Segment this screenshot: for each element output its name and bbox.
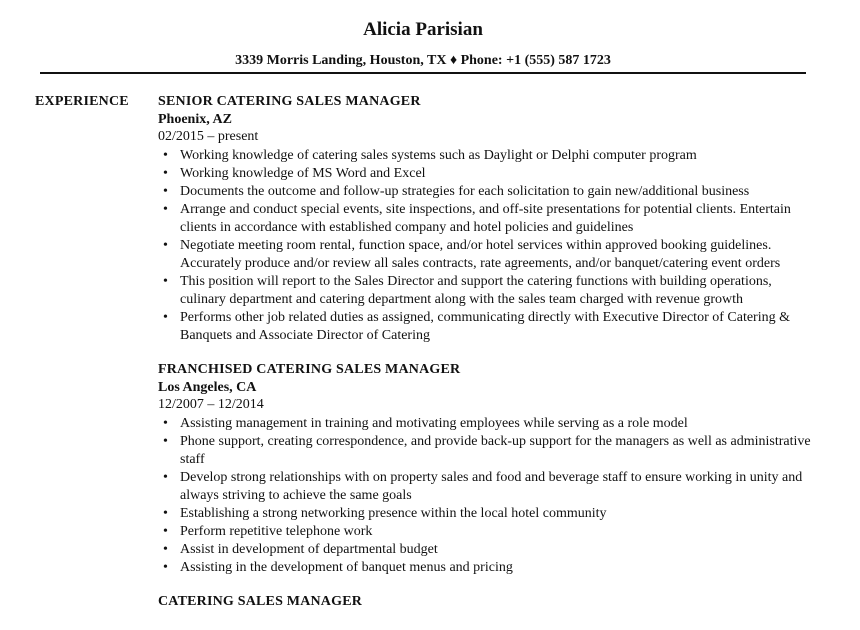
duty-item: • Phone support, creating correspondence, and provide back-up support for the managers as well as administrative staff bbox=[158, 433, 818, 469]
section-label-experience: EXPERIENCE bbox=[35, 94, 129, 109]
resume-name: Alicia Parisian bbox=[363, 19, 483, 40]
job-entry bbox=[158, 93, 818, 345]
duty-item: • Assist in development of departmental budget bbox=[158, 541, 818, 559]
duty-item: • Working knowledge of MS Word and Excel bbox=[158, 165, 818, 183]
duty-item: • Negotiate meeting room rental, function space, and/or hotel services within approved booking guidelines. Accurately produce and/or review all sales contracts, rate agreements, and/or banquet/catering event orders bbox=[158, 237, 818, 273]
duty-list bbox=[158, 147, 818, 345]
job-title: SENIOR CATERING SALES MANAGER bbox=[158, 94, 421, 109]
duty-item: • Arrange and conduct special events, site inspections, and off-site presentations for potential clients. Entertain clients in accordance with established company and hotel policies and guidelines bbox=[158, 201, 818, 237]
duty-item: • Establishing a strong networking presence within the local hotel community bbox=[158, 505, 818, 523]
duty-item: • Performs other job related duties as assigned, communicating directly with Executive Director of Catering & Banquets and Associate Director of Catering bbox=[158, 309, 818, 345]
duty-item: • Develop strong relationships with on property sales and food and beverage staff to ensure working in unity and always striving to achieve the same goals bbox=[158, 469, 818, 505]
duty-item: • Perform repetitive telephone work bbox=[158, 523, 818, 541]
job-location: Los Angeles, CA bbox=[158, 380, 257, 395]
job-entry bbox=[158, 361, 818, 577]
duty-item: • Documents the outcome and follow-up strategies for each solicitation to gain new/additional business bbox=[158, 183, 818, 201]
header-divider bbox=[40, 72, 806, 74]
experience-list bbox=[158, 93, 818, 627]
job-dates: 02/2015 – present bbox=[158, 129, 259, 144]
duty-item: • Assisting in the development of banquet menus and pricing bbox=[158, 559, 818, 577]
job-entry bbox=[158, 593, 818, 611]
duty-item: • Assisting management in training and motivating employees while serving as a role model bbox=[158, 415, 818, 433]
contact-line: 3339 Morris Landing, Houston, TX ♦ Phone: +1 (555) 587 1723 bbox=[235, 53, 611, 68]
duty-item: • This position will report to the Sales Director and support the catering functions with building operations, culinary department and catering department along with the sales team charged with revenue growth bbox=[158, 273, 818, 309]
job-dates: 12/2007 – 12/2014 bbox=[158, 397, 264, 412]
duty-list bbox=[158, 415, 818, 577]
duty-item: • Working knowledge of catering sales systems such as Daylight or Delphi computer program bbox=[158, 147, 818, 165]
job-title: CATERING SALES MANAGER bbox=[158, 594, 363, 609]
job-location: Phoenix, AZ bbox=[158, 112, 232, 127]
job-title: FRANCHISED CATERING SALES MANAGER bbox=[158, 362, 461, 377]
